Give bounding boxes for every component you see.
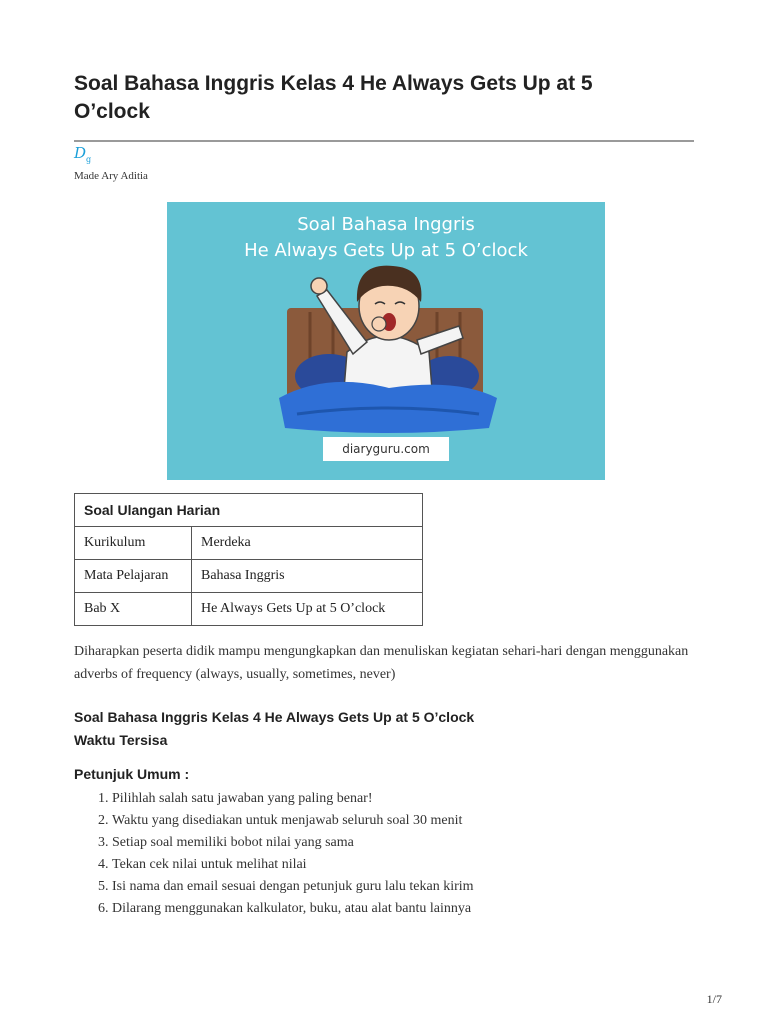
- list-item: 4. Tekan cek nilai untuk melihat nilai: [112, 854, 712, 876]
- list-item: 5. Isi nama dan email sesuai dengan petunjuk guru lalu tekan kirim: [112, 876, 712, 898]
- instructions-heading: Petunjuk Umum :: [74, 766, 190, 782]
- hero-title-line-1: Soal Bahasa Inggris: [297, 214, 475, 235]
- intro-paragraph: Diharapkan peserta didik mampu mengungkapkan dan menuliskan kegiatan sehari-hari dengan menggunakan adverbs of frequency (always, usually, sometimes, never): [74, 644, 689, 682]
- logo-letter: D: [74, 144, 87, 162]
- list-item: 6. Dilarang menggunakan kalkulator, buku, atau alat bantu lainnya: [112, 898, 712, 920]
- table-header: Soal Ulangan Harian: [75, 494, 423, 527]
- page-title: Soal Bahasa Inggris Kelas 4 He Always Gets Up at 5 O’clock: [74, 72, 593, 123]
- table-row: [75, 560, 423, 593]
- instructions-list: [74, 788, 712, 920]
- row-value: Merdeka: [192, 527, 423, 560]
- title-divider: [74, 140, 694, 142]
- row-label: Kurikulum: [75, 527, 192, 560]
- info-table: [74, 493, 423, 626]
- hero-title-line-2: He Always Gets Up at 5 O’clock: [244, 240, 528, 261]
- quiz-title: Soal Bahasa Inggris Kelas 4 He Always Gets Up at 5 O’clock: [74, 709, 475, 725]
- timer-label: Waktu Tersisa: [74, 732, 168, 748]
- hero-site-label: diaryguru.com: [323, 437, 449, 461]
- site-logo: [74, 144, 91, 164]
- row-label: Bab X: [75, 593, 192, 626]
- row-value: Bahasa Inggris: [192, 560, 423, 593]
- table-row: [75, 593, 423, 626]
- list-item: 1. Pilihlah salah satu jawaban yang paling benar!: [112, 788, 712, 810]
- author-name: Made Ary Aditia: [74, 170, 148, 182]
- list-item: 3. Setiap soal memiliki bobot nilai yang sama: [112, 832, 712, 854]
- hero-image: [167, 202, 605, 480]
- section-heading: [74, 706, 694, 752]
- list-item: 2. Waktu yang disediakan untuk menjawab seluruh soal 30 menit: [112, 810, 712, 832]
- table-row: [75, 527, 423, 560]
- logo-sub-letter: g: [86, 155, 92, 164]
- row-label: Mata Pelajaran: [75, 560, 192, 593]
- table-header-row: [75, 494, 423, 527]
- row-value: He Always Gets Up at 5 O’clock: [192, 593, 423, 626]
- hero-title: [167, 212, 605, 264]
- page-number: 1/7: [706, 992, 722, 1006]
